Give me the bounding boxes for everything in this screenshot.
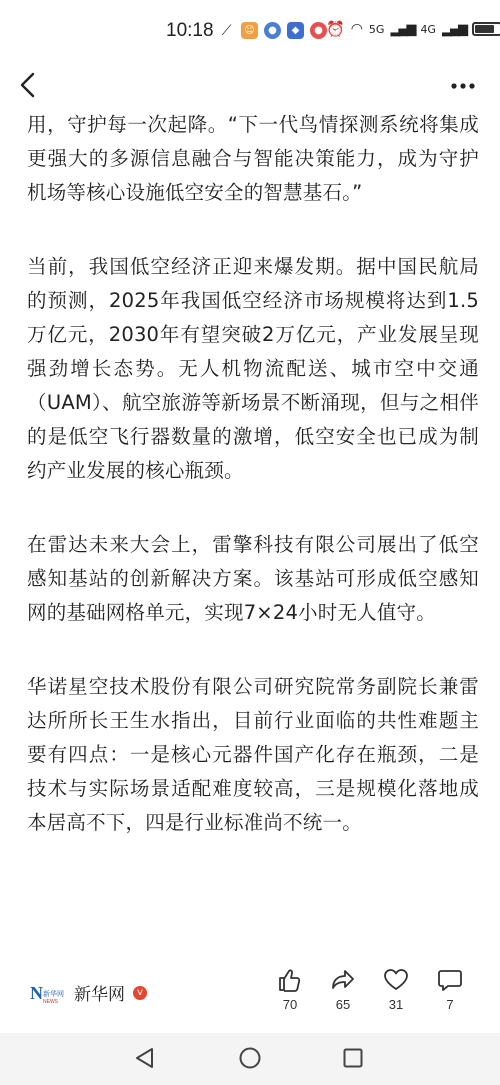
more-button[interactable] [448, 74, 478, 98]
chevron-left-icon [14, 70, 42, 100]
article-paragraph: 在雷达未来大会上，雷擎科技有限公司展出了低空感知基站的创新解决方案。该基站可形成低空感知网的基础网格单元，实现7×24小时无人值守。 [27, 533, 479, 624]
system-back-button[interactable] [133, 1046, 157, 1074]
alarm-icon: ⏰ [326, 20, 345, 38]
wifi-icon: ◠ [350, 21, 363, 37]
system-navigation-bar [0, 1033, 500, 1085]
link-icon: ⟋ [218, 22, 235, 39]
app-notification-icon: ● [264, 22, 281, 39]
share-icon [330, 967, 356, 993]
system-status-icons [326, 20, 500, 38]
battery-level [475, 25, 494, 33]
status-time: 10:18 [166, 20, 214, 41]
article-paragraph: 华诺星空技术股份有限公司研究院常务副院长兼雷达所所长王生水指出，目前行业面临的共性难题主要有四点：一是核心元器件国产化存在瓶颈，二是技术与实际场景适配难度较高，三是规模化落地成本居高不下，四是行业标准尚不统一。 [27, 675, 479, 834]
article-body [27, 108, 479, 880]
source-name: 新华网 [74, 985, 125, 1005]
comment-button[interactable] [430, 967, 470, 1012]
share-count: 65 [335, 997, 351, 1012]
square-recents-icon [341, 1046, 365, 1070]
system-home-button[interactable] [238, 1046, 262, 1074]
signal-bars-icon: ▂▄▆ [390, 21, 415, 37]
thumbs-up-icon [277, 967, 303, 993]
system-recents-button[interactable] [341, 1046, 365, 1074]
svg-text:NEWS: NEWS [43, 998, 58, 1004]
xinhua-logo [30, 982, 66, 1004]
svg-text:新华网: 新华网 [43, 989, 64, 998]
top-nav-bar [0, 64, 500, 108]
battery-icon [472, 22, 500, 36]
article-paragraph: 当前，我国低空经济正迎来爆发期。据中国民航局的预测，2025年我国低空经济市场规模将达到1.5万亿元，2030年有望突破2万亿元，产业发展呈现强劲增长态势。无人机物流配送、城市空中交通（UAM）、航空旅游等新场景不断涌现，但与之相伴的是低空飞行器数量的激增，低空安全也已成为制约产业发展的核心瓶颈。 [27, 255, 479, 482]
svg-text:N: N [30, 982, 43, 1003]
notification-icons [218, 22, 327, 39]
comment-count: 7 [446, 997, 454, 1012]
signal-bars-icon: ▂▄▆ [441, 21, 466, 37]
like-count: 70 [282, 997, 298, 1012]
app-notification-icon: ● [310, 22, 327, 39]
signal-5g-label: 5G [368, 22, 385, 36]
shield-icon: ◆ [287, 22, 304, 39]
favorite-button[interactable] [376, 967, 416, 1012]
app-notification-icon: ☺ [241, 22, 258, 39]
verified-badge-icon: v [133, 986, 147, 1000]
favorite-count: 31 [388, 997, 404, 1012]
source-account[interactable] [30, 980, 147, 1005]
back-button[interactable] [14, 70, 42, 100]
article-paragraph: 用，守护每一次起降。“下一代鸟情探测系统将集成更强大的多源信息融合与智能决策能力，成为守护机场等核心设施低空安全的智慧基石。” [27, 113, 479, 204]
comment-icon [437, 967, 463, 993]
article-action-bar [0, 955, 500, 1033]
triangle-back-icon [133, 1046, 157, 1070]
signal-4g-label: 4G [420, 22, 436, 36]
more-horizontal-icon [448, 74, 478, 98]
circle-home-icon [238, 1046, 262, 1070]
status-bar [0, 0, 500, 64]
heart-icon [383, 967, 409, 993]
like-button[interactable] [270, 967, 310, 1012]
share-button[interactable] [323, 967, 363, 1012]
